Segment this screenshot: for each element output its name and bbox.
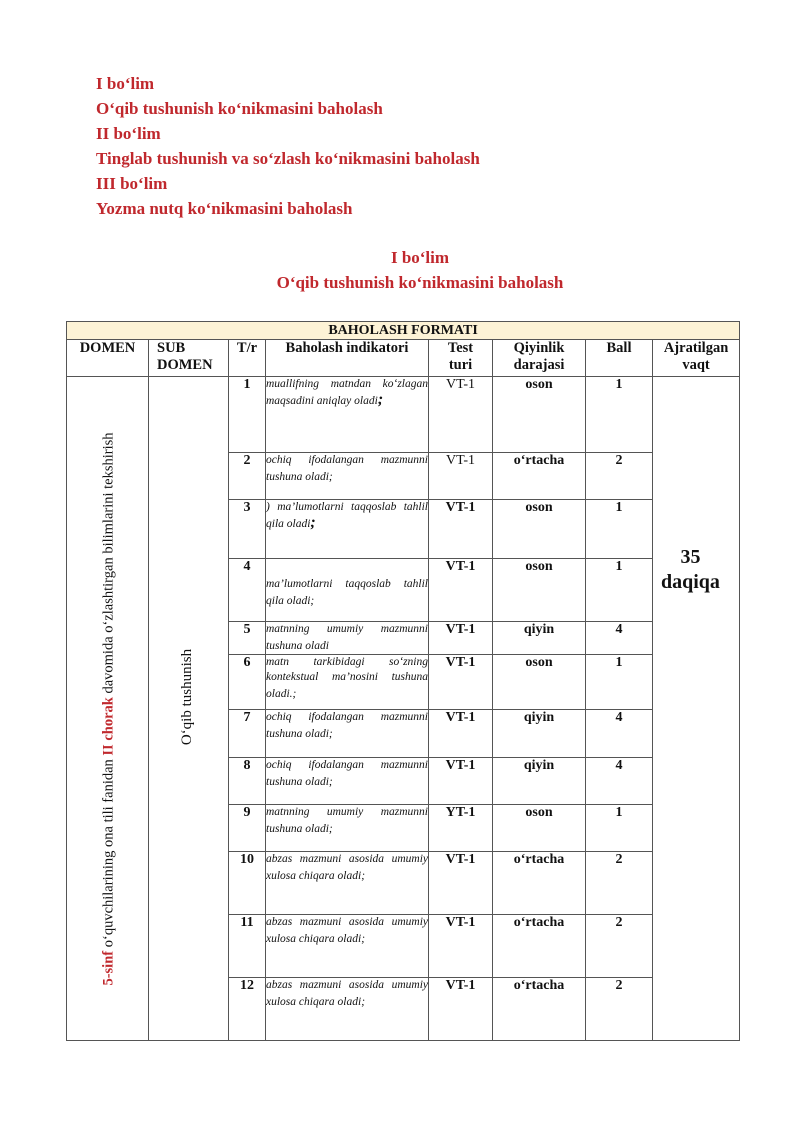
row-difficulty: oson <box>493 559 586 622</box>
row-indicator: ochiq ifodalangan mazmunni tushuna oladi; <box>266 453 429 500</box>
row-test-type: VT-1 <box>429 852 493 915</box>
row-ball: 1 <box>586 500 653 559</box>
row-ball: 4 <box>586 710 653 758</box>
row-ball: 4 <box>586 758 653 805</box>
outline-part-1: I bo‘lim <box>96 74 155 93</box>
row-indicator: matnning umumiy mazmunni tushuna oladi; <box>266 805 429 852</box>
row-number: 2 <box>229 453 266 500</box>
row-indicator: abzas mazmuni asosida umumiy xulosa chiqara oladi; <box>266 852 429 915</box>
row-number: 11 <box>229 915 266 978</box>
allocated-time: 35 daqiqa <box>661 546 720 593</box>
domen-vertical-text: 5-sinf o‘quvchilarining ona tili fanidan II chorak davomida o‘zlashtirgan bilimlarini tekshirish <box>100 431 116 986</box>
row-ball: 1 <box>586 377 653 453</box>
row-ball: 2 <box>586 915 653 978</box>
time-cell <box>653 377 740 1041</box>
row-difficulty: oson <box>493 500 586 559</box>
row-difficulty: qiyin <box>493 758 586 805</box>
header-tr: T/r <box>229 340 266 377</box>
row-number: 4 <box>229 559 266 622</box>
header-sub-domen: SUB DOMEN <box>149 340 229 377</box>
assessment-format-table <box>66 321 740 1041</box>
header-test-type: Test turi <box>429 340 493 377</box>
row-indicator: matn tarkibidagi so‘zning kontekstual ma’nosini tushuna oladi.; <box>266 655 429 710</box>
row-ball: 1 <box>586 805 653 852</box>
row-ball: 2 <box>586 978 653 1041</box>
outline-part-2: II bo‘lim <box>96 124 161 143</box>
sub-domen-cell <box>149 377 229 1041</box>
row-test-type: VT-1 <box>429 915 493 978</box>
row-test-type: VT-1 <box>429 559 493 622</box>
row-number: 8 <box>229 758 266 805</box>
row-indicator: ochiq ifodalangan mazmunni tushuna oladi; <box>266 758 429 805</box>
row-test-type: YT-1 <box>429 805 493 852</box>
row-ball: 2 <box>586 852 653 915</box>
outline-title-3: Yozma nutq ko‘nikmasini baholash <box>96 199 353 218</box>
outline-title-1: O‘qib tushunish ko‘nikmasini baholash <box>96 99 383 118</box>
row-indicator: abzas mazmuni asosida umumiy xulosa chiqara oladi; <box>266 915 429 978</box>
header-indicator: Baholash indikatori <box>266 340 429 377</box>
header-difficulty: Qiyinlik darajasi <box>493 340 586 377</box>
row-indicator: matnning umumiy mazmunni tushuna oladi <box>266 622 429 655</box>
domen-cell <box>67 377 149 1041</box>
row-difficulty: o‘rtacha <box>493 915 586 978</box>
row-indicator: ochiq ifodalangan mazmunni tushuna oladi; <box>266 710 429 758</box>
row-number: 12 <box>229 978 266 1041</box>
header-domen: DOMEN <box>67 340 149 377</box>
section-title-heading: O‘qib tushunish ko‘nikmasini baholash <box>276 273 564 292</box>
row-difficulty: o‘rtacha <box>493 852 586 915</box>
row-test-type: VT-1 <box>429 377 493 453</box>
header-time: Ajratilgan vaqt <box>653 340 740 377</box>
row-difficulty: qiyin <box>493 622 586 655</box>
table-header-row <box>67 340 740 377</box>
row-number: 3 <box>229 500 266 559</box>
row-number: 6 <box>229 655 266 710</box>
section-part-heading: I bo‘lim <box>390 248 450 267</box>
row-test-type: VT-1 <box>429 500 493 559</box>
outline-part-3: III bo‘lim <box>96 174 168 193</box>
row-number: 7 <box>229 710 266 758</box>
row-ball: 1 <box>586 559 653 622</box>
row-difficulty: qiyin <box>493 710 586 758</box>
row-difficulty: oson <box>493 805 586 852</box>
header-ball: Ball <box>586 340 653 377</box>
sub-domen-vertical-text: O‘qib tushunish <box>179 648 195 745</box>
table-title: BAHOLASH FORMATI <box>67 322 740 340</box>
row-indicator: muallifning matndan ko‘zlagan maqsadini aniqlay oladi; <box>266 377 429 453</box>
row-test-type: VT-1 <box>429 655 493 710</box>
row-number: 9 <box>229 805 266 852</box>
table-row <box>67 377 740 453</box>
row-number: 1 <box>229 377 266 453</box>
row-test-type: VT-1 <box>429 453 493 500</box>
row-test-type: VT-1 <box>429 758 493 805</box>
row-difficulty: oson <box>493 655 586 710</box>
row-test-type: VT-1 <box>429 622 493 655</box>
row-indicator: abzas mazmuni asosida umumiy xulosa chiqara oladi; <box>266 978 429 1041</box>
row-test-type: VT-1 <box>429 710 493 758</box>
row-difficulty: oson <box>493 377 586 453</box>
outline-title-2: Tinglab tushunish va so‘zlash ko‘nikmasini baholash <box>96 149 480 168</box>
row-number: 10 <box>229 852 266 915</box>
row-difficulty: o‘rtacha <box>493 453 586 500</box>
row-indicator: ) ma’lumotlarni taqqoslab tahlil qila oladi; <box>266 500 429 559</box>
row-number: 5 <box>229 622 266 655</box>
row-ball: 4 <box>586 622 653 655</box>
row-test-type: VT-1 <box>429 978 493 1041</box>
row-ball: 2 <box>586 453 653 500</box>
row-indicator: ma’lumotlarni taqqoslab tahlil qila oladi; <box>266 559 429 622</box>
row-ball: 1 <box>586 655 653 710</box>
row-difficulty: o‘rtacha <box>493 978 586 1041</box>
